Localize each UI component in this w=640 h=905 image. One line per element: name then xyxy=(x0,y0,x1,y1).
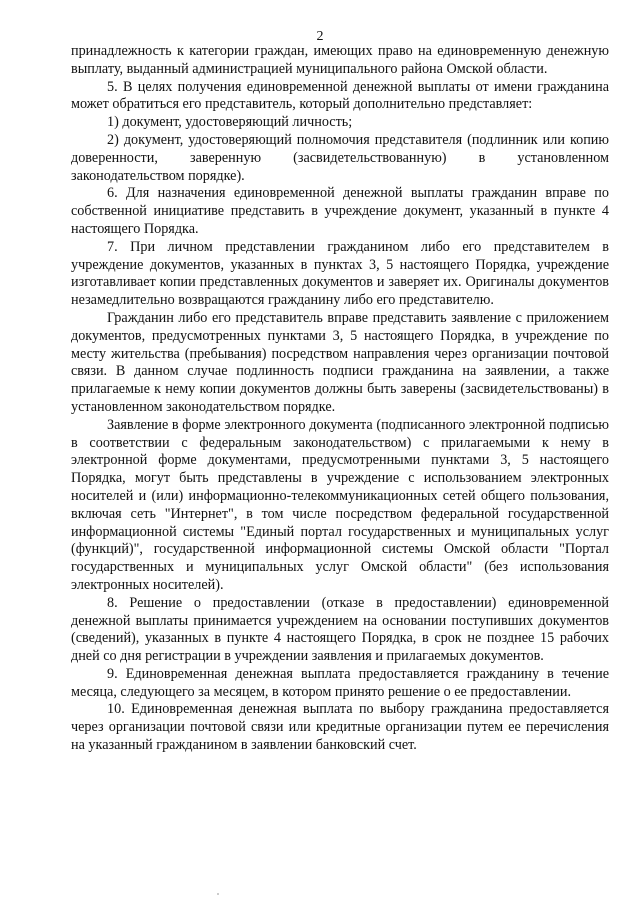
paragraph-postal-submission: Гражданин либо его представитель вправе представить заявление с приложением документов, предусмотренных пунктами 3, 5 настоящего Порядка, в учреждение по месту жительства (пребывания) посредством направления через организации почтовой связи. В данном случае подлинность подписи гражданина на заявлении, а также прилагаемые к нему копии документов должны быть заверены (засвидетельствованы) в установленном законодательством порядке. xyxy=(71,309,609,415)
paragraph-item-5: 5. В целях получения единовременной денежной выплаты от имени гражданина может обратиться его представитель, который дополнительно представляет: xyxy=(71,78,609,113)
paragraph-subitem-1: 1) документ, удостоверяющий личность; xyxy=(107,114,353,131)
paragraph-item-6: 6. Для назначения единовременной денежной выплаты гражданин вправе по собственной инициативе представить в учреждение документ, указанный в пункте 4 настоящего Порядка. xyxy=(71,185,609,237)
paragraph-electronic-submission: Заявление в форме электронного документа (подписанного электронной подписью в соответствии с федеральным законодательством) с прилагаемыми к нему в электронной форме документами, предусмотренными пунктами 3, 5 настоящего Порядка, могут быть представлены в учреждение с использованием электронных носителей и (или) информационно-телекоммуникационных сетей общего пользования, включая сеть "Интернет", в том числе посредством федеральной государственной информационной системы "Единый портал государственных и муниципальных услуг (функций)", государственной информационной системы Омской области "Портал государственных и муниципальных услуг Омской области" (без использования электронных носителей). xyxy=(71,416,609,593)
paragraph-continuation: принадлежность к категории граждан, имеющих право на единовременную денежную выплату, выданный администрацией муниципального района Омской области. xyxy=(71,43,609,77)
page-number: 2 xyxy=(316,29,324,44)
scan-speck xyxy=(217,893,219,895)
paragraph-subitem-2: 2) документ, удостоверяющий полномочия представителя (подлинник или копию доверенности, заверенную (засвидетельствованную) в установленном законодательством порядке). xyxy=(71,131,609,184)
paragraph-item-7: 7. При личном представлении гражданином либо его представителем в учреждение документов, указанных в пунктах 3, 5 настоящего Порядка, учреждение изготавливает копии представленных документов и заверяет их. Оригиналы документов незамедлительно возвращаются гражданину либо его представителю. xyxy=(71,238,609,309)
paragraph-item-9: 9. Единовременная денежная выплата предоставляется гражданину в течение месяца, следующего за месяцем, в котором принято решение о ее предоставлении. xyxy=(71,665,609,700)
paragraph-item-8: 8. Решение о предоставлении (отказе в предоставлении) единовременной денежной выплаты принимается учреждением на основании поступивших документов (сведений), указанных в пункте 4 настоящего Порядка, в срок не позднее 15 рабочих дней со дня регистрации в учреждении заявления и прилагаемых документов. xyxy=(71,594,609,665)
paragraph-item-10: 10. Единовременная денежная выплата по выбору гражданина предоставляется через организации почтовой связи или кредитные организации путем ее перечисления на указанный гражданином в заявлении банковский счет. xyxy=(71,701,609,754)
document-body xyxy=(71,43,609,755)
